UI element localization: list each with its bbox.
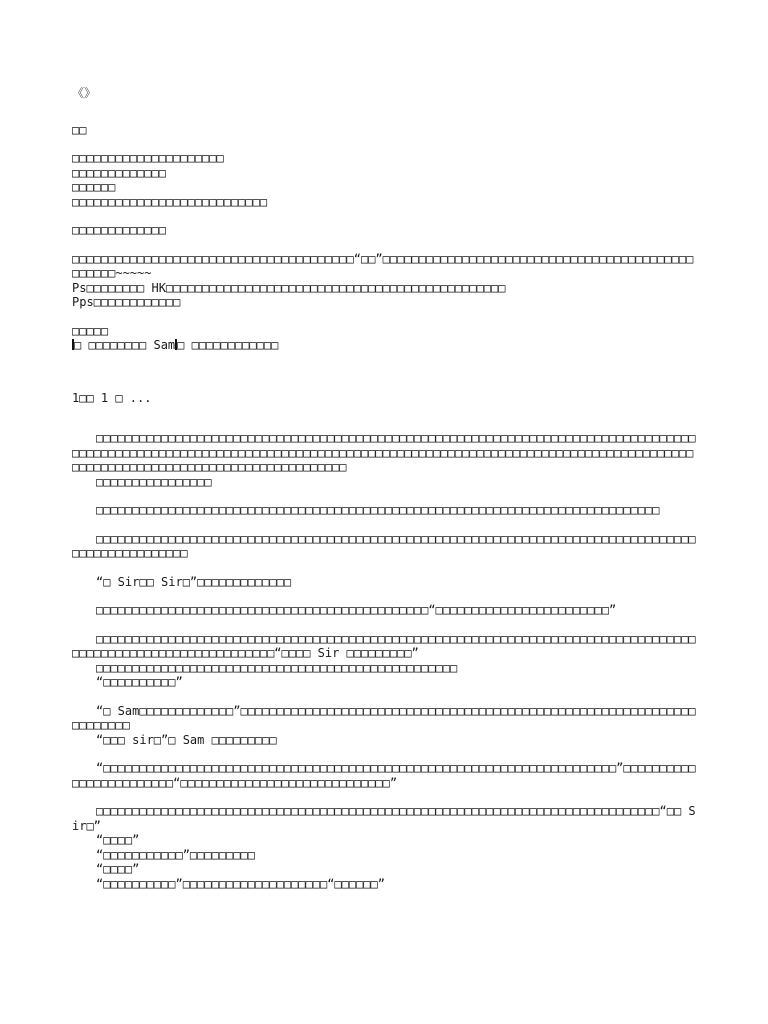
meta-line: □□□□□□ — [72, 180, 116, 194]
document-mark: 《》 — [72, 86, 97, 100]
body-paragraph: □□□□□□□□□□□□□□□□□□□□□□□□□□□□□□□□□□□□□□□□□□□□□□□□□□ — [96, 660, 458, 675]
notice-line: Ps□□□□□□□□ HK□□□□□□□□□□□□□□□□□□□□□□□□□□□□□□□□□□□□□□□□□□□□□□□ — [72, 280, 506, 295]
body-paragraph: “□ Sir□□ Sir□”□□□□□□□□□□□□□ — [96, 574, 292, 589]
author-label: □□□□□ — [72, 323, 109, 338]
author-line — [72, 338, 698, 353]
body-paragraph: “□□□□” — [96, 862, 140, 876]
body-paragraph: □□□□□□□□□□□□□□□□□□□□□□□□□□□□□□□□□□□□□□□□□□□□□□□□□□□□□□□□□□□□□□□□□□□□□□□□□□□□□□□□□□□□□□□□□□□□□□□□□□□□□□□□□□□□□□□□□□□□□□□□□□□□□□□□□□□□□□□□□□□□□□□□□□□□□□□□□□□□□□□□□□□□□□□□□□□□□□□□□□□□□□□□□□□□□□□□□□□□□□□□□□□□□□□ — [72, 431, 696, 474]
body-paragraph: “□□□□□□□□□□”□□□□□□□□□□□□□□□□□□□□“□□□□□□” — [96, 876, 385, 891]
author-line-b: □ □□□□□□□□□□□□ — [177, 338, 279, 352]
notice-block — [72, 252, 698, 310]
body-paragraph: □□□□□□□□□□□□□□□□□□□□□□□□□□□□□□□□□□□□□□□□□□□□□□□□□□□□□□□□□□□□□□□□□□□□□□□□□□□□□□□□□□□□□□□□□□□□□□□□□□□□□□□□□□□□□□□“□□□□ Sir □□□□□□□□□” — [72, 631, 696, 660]
body-paragraph: “□□□□□□□□□□” — [96, 675, 183, 689]
section-heading: □□□□□□□□□□□□□ — [72, 223, 166, 237]
body-paragraph: “□ Sam□□□□□□□□□□□□□”□□□□□□□□□□□□□□□□□□□□□□□□□□□□□□□□□□□□□□□□□□□□□□□□□□□□□□□□□□□□□□□□□□□□□□□ — [72, 703, 696, 732]
chapter-heading: 1□□ 1 □ ... — [72, 390, 152, 405]
body-paragraph: □□□□□□□□□□□□□□□□□□□□□□□□□□□□□□□□□□□□□□□□□□□□□□“□□□□□□□□□□□□□□□□□□□□□□□□” — [96, 603, 617, 617]
body-paragraph: □□□□□□□□□□□□□□□□□□□□□□□□□□□□□□□□□□□□□□□□□□□□□□□□□□□□□□□□□□□□□□□□□□□□□□□□□□□□□□ — [96, 503, 660, 517]
meta-line: □□□□□□□□□□□□□□□□□□□□□ — [72, 151, 224, 165]
body-paragraph: □□□□□□□□□□□□□□□□□□□□□□□□□□□□□□□□□□□□□□□□□□□□□□□□□□□□□□□□□□□□□□□□□□□□□□□□□□□□□□“□□ Sir□” — [72, 804, 696, 833]
meta-line: □□□□□□□□□□□□□ — [72, 165, 166, 180]
document-page — [72, 86, 698, 891]
body-paragraph: “□□□□□□□□□□□”□□□□□□□□□ — [96, 847, 255, 862]
body-paragraph: □□□□□□□□□□□□□□□□ — [96, 474, 212, 489]
body-paragraph: “□□□ sir□”□ Sam □□□□□□□□□ — [96, 732, 277, 747]
document-meta — [72, 151, 698, 209]
body-paragraph: □□□□□□□□□□□□□□□□□□□□□□□□□□□□□□□□□□□□□□□□□□□□□□□□□□□□□□□□□□□□□□□□□□□□□□□□□□□□□□□□□□□□□□□□□□□□□□□□□□□ — [72, 531, 696, 560]
body-paragraph: “□□□□□□□□□□□□□□□□□□□□□□□□□□□□□□□□□□□□□□□□□□□□□□□□□□□□□□□□□□□□□□□□□□□□□□□”□□□□□□□□□□□□□□□□□□□□□□□□“□□□□□□□□□□□□□□□□□□□□□□□□□□□□□” — [72, 761, 696, 790]
body-paragraph: “□□□□” — [96, 833, 140, 847]
document-title: □□ — [72, 122, 87, 137]
meta-line: □□□□□□□□□□□□□□□□□□□□□□□□□□□ — [72, 194, 268, 209]
notice-line: Pps□□□□□□□□□□□□ — [72, 295, 181, 309]
chapter-body — [72, 431, 698, 891]
notice-line: □□□□□□□□□□□□□□□□□□□□□□□□□□□□□□□□□□□□□□□“□□”□□□□□□□□□□□□□□□□□□□□□□□□□□□□□□□□□□□□□□□□□□□□□□□□□~~~~~ — [72, 251, 694, 280]
author-line-a: □ □□□□□□□□ Sam — [74, 338, 176, 352]
